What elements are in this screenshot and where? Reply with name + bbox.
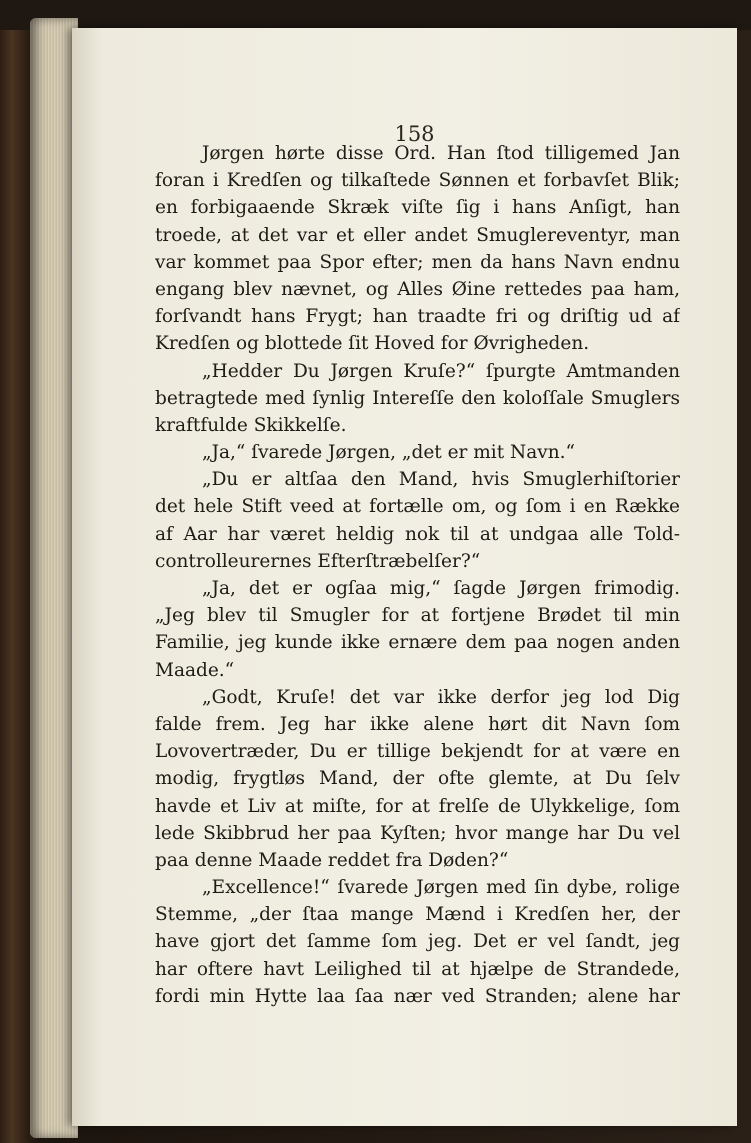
text-line bbox=[155, 657, 680, 684]
text-line-content: Lovovertræder, Du er tillige bekjendt for at være en bbox=[155, 741, 680, 763]
text-line-content: „Du er altſaa den Mand, hvis Smuglerhiſtorier bbox=[202, 469, 680, 491]
text-line-content: „Godt, Kruſe! det var ikke derfor jeg lod Dig bbox=[202, 686, 680, 708]
text-line bbox=[155, 385, 680, 412]
body-text bbox=[155, 140, 680, 1010]
text-line bbox=[155, 956, 680, 983]
text-line bbox=[155, 983, 680, 1010]
text-line bbox=[155, 548, 680, 575]
text-line-content: „Jeg blev til Smugler for at fortjene Brødet til min bbox=[155, 605, 680, 627]
text-line-content: Maade.“ bbox=[155, 659, 235, 681]
text-line bbox=[155, 901, 680, 928]
text-line bbox=[155, 820, 680, 847]
text-line-content: af Aar har været heldig nok til at undgaa alle Told- bbox=[155, 523, 680, 545]
text-line-content: „Ja,“ ſvarede Jørgen, „det er mit Navn.“ bbox=[202, 442, 575, 464]
text-line-content: Stemme, „der ſtaa mange Mænd i Kredſen her, der bbox=[155, 904, 680, 926]
text-line bbox=[155, 629, 680, 656]
text-line-content: engang blev nævnet, og Alles Øine rettedes paa ham, bbox=[155, 278, 680, 300]
text-line-content: fordi min Hytte laa ſaa nær ved Stranden; alene har bbox=[155, 985, 680, 1007]
text-line-content: troede, at det var et eller andet Smuglereventyr, man bbox=[155, 224, 680, 246]
text-line-content: var kommet paa Spor efter; men da hans Navn endnu bbox=[155, 251, 680, 273]
text-line bbox=[155, 466, 680, 493]
text-line bbox=[155, 793, 680, 820]
page-edges bbox=[30, 18, 78, 1138]
text-line bbox=[155, 738, 680, 765]
text-line bbox=[155, 602, 680, 629]
text-line bbox=[155, 928, 680, 955]
text-line-content: foran i Kredſen og tilkaſtede Sønnen et forbavſet Blik; bbox=[155, 170, 680, 192]
text-line bbox=[155, 276, 680, 303]
text-line-content: kraftfulde Skikkelſe. bbox=[155, 414, 347, 436]
text-line bbox=[155, 140, 680, 167]
text-line bbox=[155, 249, 680, 276]
text-line-content: det hele Stift veed at fortælle om, og ſom i en Række bbox=[155, 496, 680, 518]
text-line bbox=[155, 847, 680, 874]
text-line bbox=[155, 194, 680, 221]
text-line-content: falde frem. Jeg har ikke alene hørt dit Navn ſom bbox=[155, 713, 680, 735]
text-line bbox=[155, 303, 680, 330]
background-shadow bbox=[0, 0, 751, 30]
text-line bbox=[155, 711, 680, 738]
text-line bbox=[155, 493, 680, 520]
text-line-content: Kredſen og blottede ſit Hoved for Øvrigheden. bbox=[155, 333, 590, 355]
text-line-content: „Excellence!“ ſvarede Jørgen med ſin dybe, rolige bbox=[202, 877, 680, 899]
text-line bbox=[155, 330, 680, 357]
text-line bbox=[155, 439, 680, 466]
text-line-content: Jørgen hørte disse Ord. Han ſtod tilligemed Jan bbox=[202, 143, 680, 164]
text-line-content: havde et Liv at miſte, for at frelſe de Ulykkelige, ſom bbox=[155, 795, 680, 817]
text-line bbox=[155, 222, 680, 249]
text-line-content: „Hedder Du Jørgen Kruſe?“ ſpurgte Amtmanden bbox=[202, 360, 680, 382]
text-line-content: en forbigaaende Skræk viſte ſig i hans Anſigt, han bbox=[155, 197, 680, 219]
text-line-content: modig, frygtløs Mand, der ofte glemte, at Du ſelv bbox=[155, 768, 680, 790]
text-line bbox=[155, 358, 680, 385]
text-line-content: „Ja, det er ogſaa mig,“ ſagde Jørgen frimodig. bbox=[202, 578, 680, 599]
text-line-content: betragtede med ſynlig Intereſſe den koloſſale Smuglers bbox=[155, 387, 680, 409]
text-line-content: have gjort det ſamme ſom jeg. Det er vel ſandt, jeg bbox=[155, 931, 680, 953]
text-line-content: har oftere havt Leilighed til at hjælpe de Strandede, bbox=[155, 958, 680, 980]
text-line bbox=[155, 575, 680, 602]
text-line-content: Familie, jeg kunde ikke ernære dem paa nogen anden bbox=[155, 632, 680, 654]
text-line bbox=[155, 521, 680, 548]
text-line-content: controlleurernes Efterſtræbelſer?“ bbox=[155, 550, 481, 572]
text-line bbox=[155, 412, 680, 439]
text-line-content: lede Skibbrud her paa Kyſten; hvor mange har Du vel bbox=[155, 822, 680, 844]
text-line-content: paa denne Maade reddet fra Døden?“ bbox=[155, 849, 509, 871]
text-line bbox=[155, 167, 680, 194]
page-number: 158 bbox=[394, 122, 435, 146]
text-line-content: forſvandt hans Frygt; han traadte fri og driſtig ud af bbox=[155, 306, 680, 328]
text-line bbox=[155, 684, 680, 711]
text-line bbox=[155, 874, 680, 901]
text-line bbox=[155, 765, 680, 792]
